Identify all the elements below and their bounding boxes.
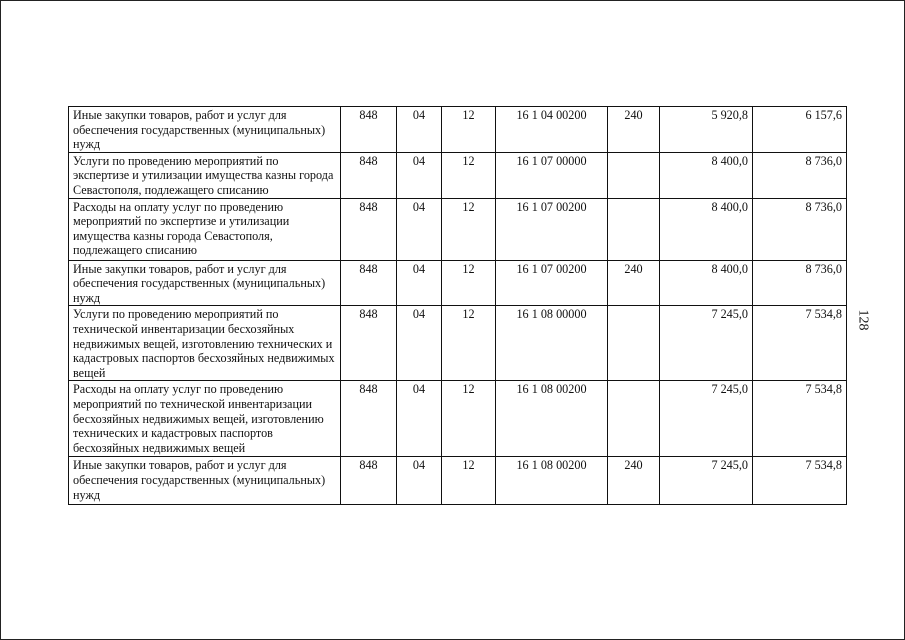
- row-sum-1: 5 920,8: [660, 107, 753, 153]
- row-ved: 848: [341, 306, 397, 381]
- row-sum-1: 7 245,0: [660, 381, 753, 457]
- row-csr: 16 1 08 00200: [496, 457, 608, 505]
- row-pr: 12: [442, 260, 496, 306]
- row-sum-2: 8 736,0: [753, 260, 847, 306]
- row-sum-1: 8 400,0: [660, 152, 753, 198]
- row-vr: 240: [608, 107, 660, 153]
- row-csr: 16 1 04 00200: [496, 107, 608, 153]
- row-sum-2: 6 157,6: [753, 107, 847, 153]
- row-vr: [608, 152, 660, 198]
- row-ved: 848: [341, 198, 397, 260]
- table-row: [69, 152, 847, 198]
- row-sum-1: 8 400,0: [660, 260, 753, 306]
- page-number: 128: [855, 309, 871, 331]
- row-pr: 12: [442, 152, 496, 198]
- row-ved: 848: [341, 260, 397, 306]
- budget-table: [68, 106, 847, 505]
- row-rz: 04: [397, 152, 442, 198]
- row-sum-2: 7 534,8: [753, 381, 847, 457]
- row-rz: 04: [397, 107, 442, 153]
- row-sum-2: 7 534,8: [753, 457, 847, 505]
- row-name: Иные закупки товаров, работ и услуг для обеспечения государственных (муниципальных) нужд: [69, 107, 341, 153]
- row-sum-1: 7 245,0: [660, 306, 753, 381]
- row-pr: 12: [442, 457, 496, 505]
- row-name: Услуги по проведению мероприятий по экспертизе и утилизации имущества казны города Севастополя, подлежащего списанию: [69, 152, 341, 198]
- table-row: [69, 107, 847, 153]
- row-rz: 04: [397, 457, 442, 505]
- row-ved: 848: [341, 457, 397, 505]
- table-row: [69, 260, 847, 306]
- table-row: [69, 198, 847, 260]
- row-name: Расходы на оплату услуг по проведению мероприятий по экспертизе и утилизации имущества казны города Севастополя, подлежащего списанию: [69, 198, 341, 260]
- row-vr: 240: [608, 260, 660, 306]
- table-row: [69, 381, 847, 457]
- row-pr: 12: [442, 107, 496, 153]
- row-sum-1: 8 400,0: [660, 198, 753, 260]
- row-ved: 848: [341, 381, 397, 457]
- row-csr: 16 1 07 00200: [496, 260, 608, 306]
- row-pr: 12: [442, 198, 496, 260]
- row-vr: [608, 381, 660, 457]
- table-row: [69, 306, 847, 381]
- row-csr: 16 1 07 00200: [496, 198, 608, 260]
- row-vr: [608, 306, 660, 381]
- row-name: Расходы на оплату услуг по проведению мероприятий по технической инвентаризации бесхозяйных недвижимых вещей, изготовлению технических и кадастровых паспортов бесхозяйных недвижимых вещей: [69, 381, 341, 457]
- row-name: Иные закупки товаров, работ и услуг для обеспечения государственных (муниципальных) нужд: [69, 260, 341, 306]
- table-row: [69, 457, 847, 505]
- row-pr: 12: [442, 381, 496, 457]
- row-rz: 04: [397, 198, 442, 260]
- row-csr: 16 1 08 00200: [496, 381, 608, 457]
- row-rz: 04: [397, 381, 442, 457]
- row-rz: 04: [397, 306, 442, 381]
- row-name: Иные закупки товаров, работ и услуг для обеспечения государственных (муниципальных) нужд: [69, 457, 341, 505]
- row-sum-2: 8 736,0: [753, 152, 847, 198]
- row-sum-2: 7 534,8: [753, 306, 847, 381]
- row-sum-2: 8 736,0: [753, 198, 847, 260]
- row-csr: 16 1 08 00000: [496, 306, 608, 381]
- row-pr: 12: [442, 306, 496, 381]
- row-csr: 16 1 07 00000: [496, 152, 608, 198]
- row-rz: 04: [397, 260, 442, 306]
- row-name: Услуги по проведению мероприятий по технической инвентаризации бесхозяйных недвижимых вещей, изготовлению технических и кадастровых паспортов бесхозяйных недвижимых вещей: [69, 306, 341, 381]
- row-ved: 848: [341, 107, 397, 153]
- row-sum-1: 7 245,0: [660, 457, 753, 505]
- row-ved: 848: [341, 152, 397, 198]
- row-vr: 240: [608, 457, 660, 505]
- row-vr: [608, 198, 660, 260]
